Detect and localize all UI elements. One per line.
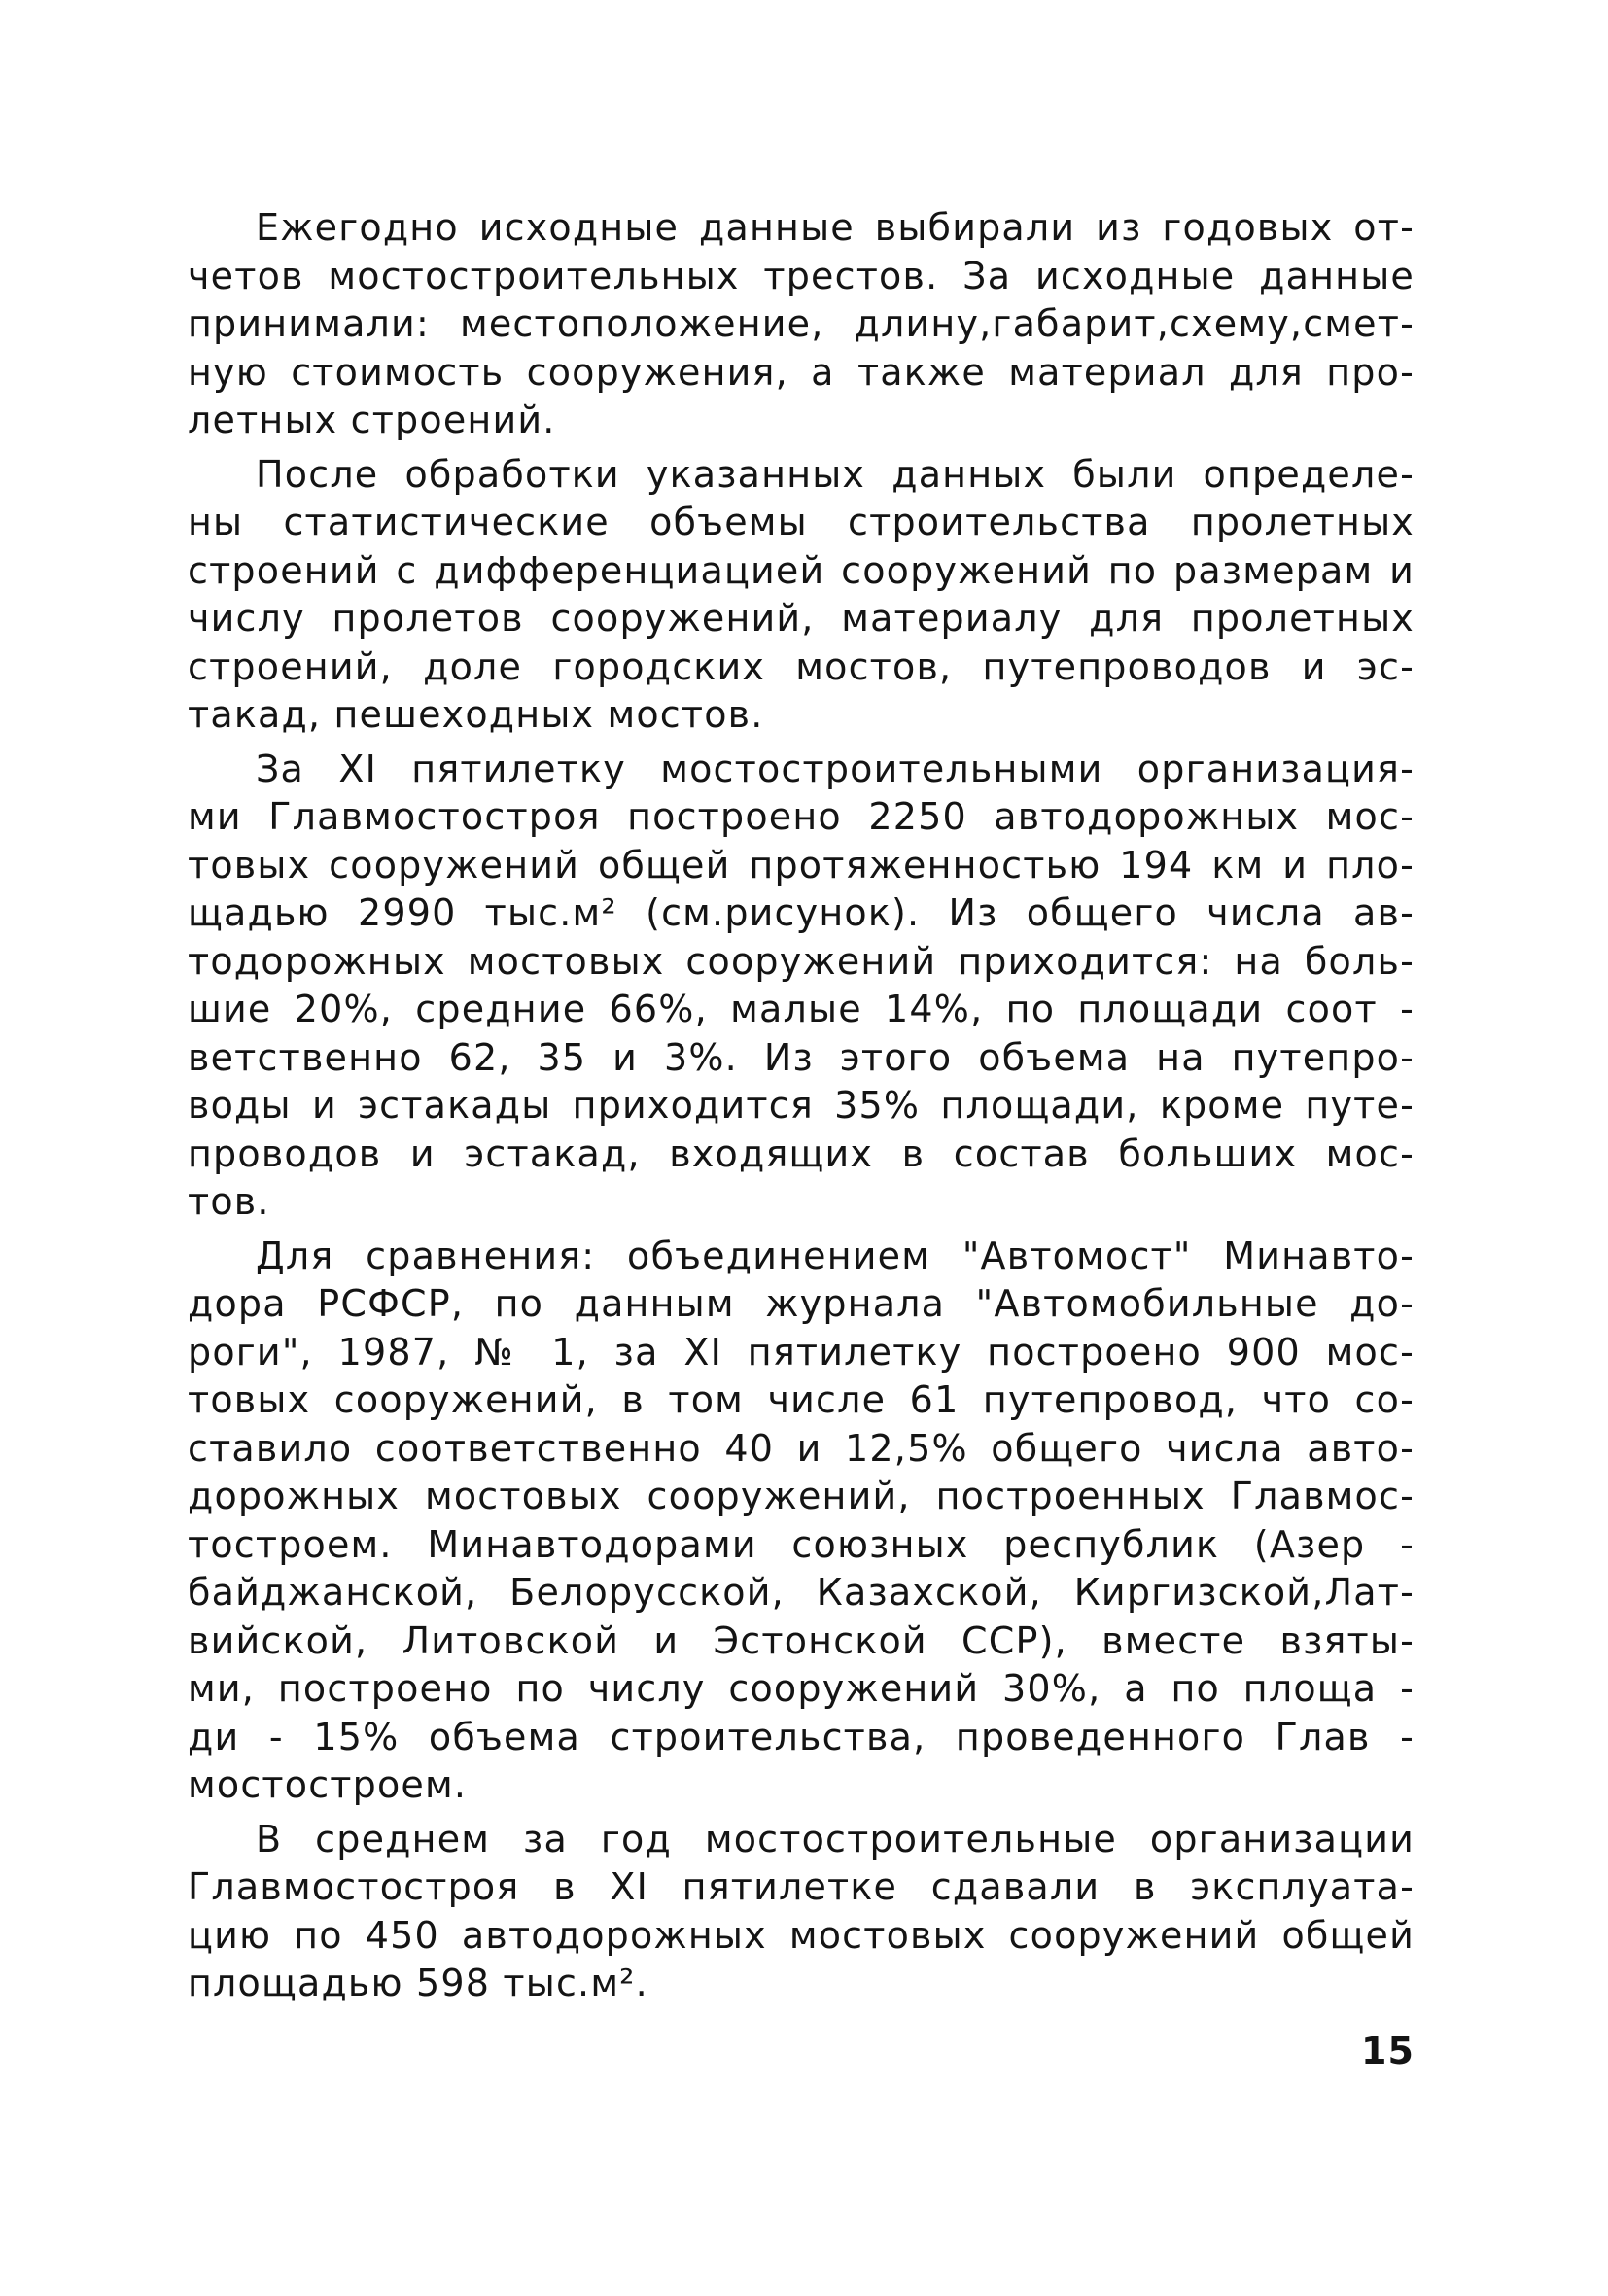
page-number: 15 bbox=[1361, 2030, 1415, 2072]
text-line: ставило соответственно 40 и 12,5% общего числа авто- bbox=[188, 1426, 1415, 1470]
text-line: байджанской, Белорусской, Казахской, Киргизской,Лат- bbox=[188, 1571, 1415, 1614]
paragraph-5 bbox=[188, 1816, 1415, 2008]
text-line: воды и эстакады приходится 35% площади, кроме путе- bbox=[188, 1084, 1415, 1127]
text-line: дорожных мостовых сооружений, построенных Главмос- bbox=[188, 1475, 1415, 1517]
text-line: После обработки указанных данных были определе- bbox=[256, 452, 1415, 496]
text-line: проводов и эстакад, входящих в состав больших мос- bbox=[188, 1131, 1415, 1175]
text-line: товых сооружений, в том числе 61 путепровод, что со- bbox=[188, 1378, 1415, 1421]
text-line: Главмостостроя в XI пятилетке сдавали в эксплуата- bbox=[188, 1865, 1415, 1908]
text-line: строений с дифференциацией сооружений по размерам и bbox=[188, 548, 1415, 592]
text-line: ветственно 62, 35 и 3%. Из этого объема на путепро- bbox=[188, 1035, 1415, 1079]
text-line: тов. bbox=[188, 1180, 270, 1223]
paragraph-1 bbox=[188, 204, 1415, 445]
text-line: мостостроем. bbox=[188, 1763, 468, 1806]
document-page bbox=[188, 204, 1415, 2014]
text-line: числу пролетов сооружений, материалу для пролетных bbox=[188, 597, 1415, 640]
text-line: летных строений. bbox=[188, 399, 556, 441]
text-line: строений, доле городских мостов, путепроводов и эс- bbox=[188, 644, 1415, 688]
text-line: принимали: местоположение, длину,габарит,схему,смет- bbox=[188, 302, 1415, 345]
text-line: ди - 15% объема строительства, проведенного Глав - bbox=[188, 1715, 1415, 1758]
text-line: площадью 598 тыс.м². bbox=[188, 1962, 648, 2004]
paragraph-4 bbox=[188, 1233, 1415, 1810]
text-line: ны статистические объемы строительства пролетных bbox=[188, 501, 1415, 543]
text-line: четов мостостроительных трестов. За исходные данные bbox=[188, 254, 1415, 297]
text-line: тостроем. Минавтодорами союзных республик (Азер - bbox=[188, 1522, 1415, 1566]
text-line: ми Главмостостроя построено 2250 автодорожных мос- bbox=[188, 795, 1415, 838]
text-line: вийской, Литовской и Эстонской ССР), вместе взяты- bbox=[188, 1618, 1415, 1662]
text-line: ную стоимость сооружения, а также материал для про- bbox=[188, 350, 1415, 394]
text-line: Для сравнения: объединением "Автомост" Минавто- bbox=[256, 1234, 1415, 1277]
text-line: За XI пятилетку мостостроительными организация- bbox=[256, 747, 1415, 790]
text-line: цию по 450 автодорожных мостовых сооружений общей bbox=[188, 1913, 1415, 1957]
text-line: щадью 2990 тыс.м² (см.рисунок). Из общего числа ав- bbox=[188, 891, 1415, 934]
text-line: роги", 1987, № 1, за XI пятилетку построено 900 мос- bbox=[188, 1330, 1415, 1374]
text-line: Ежегодно исходные данные выбирали из годовых от- bbox=[256, 206, 1415, 249]
text-line: товых сооружений общей протяженностью 194 км и пло- bbox=[188, 843, 1415, 887]
paragraph-3 bbox=[188, 746, 1415, 1227]
text-line: В среднем за год мостостроительные организации bbox=[256, 1817, 1415, 1861]
text-line: шие 20%, средние 66%, малые 14%, по площади соот - bbox=[188, 988, 1415, 1030]
text-line: дора РСФСР, по данным журнала "Автомобильные до- bbox=[188, 1282, 1415, 1325]
text-line: тодорожных мостовых сооружений приходится: на боль- bbox=[188, 939, 1415, 983]
text-line: такад, пешеходных мостов. bbox=[188, 693, 764, 736]
text-line: ми, построено по числу сооружений 30%, а по площа - bbox=[188, 1667, 1415, 1710]
paragraph-2 bbox=[188, 451, 1415, 740]
